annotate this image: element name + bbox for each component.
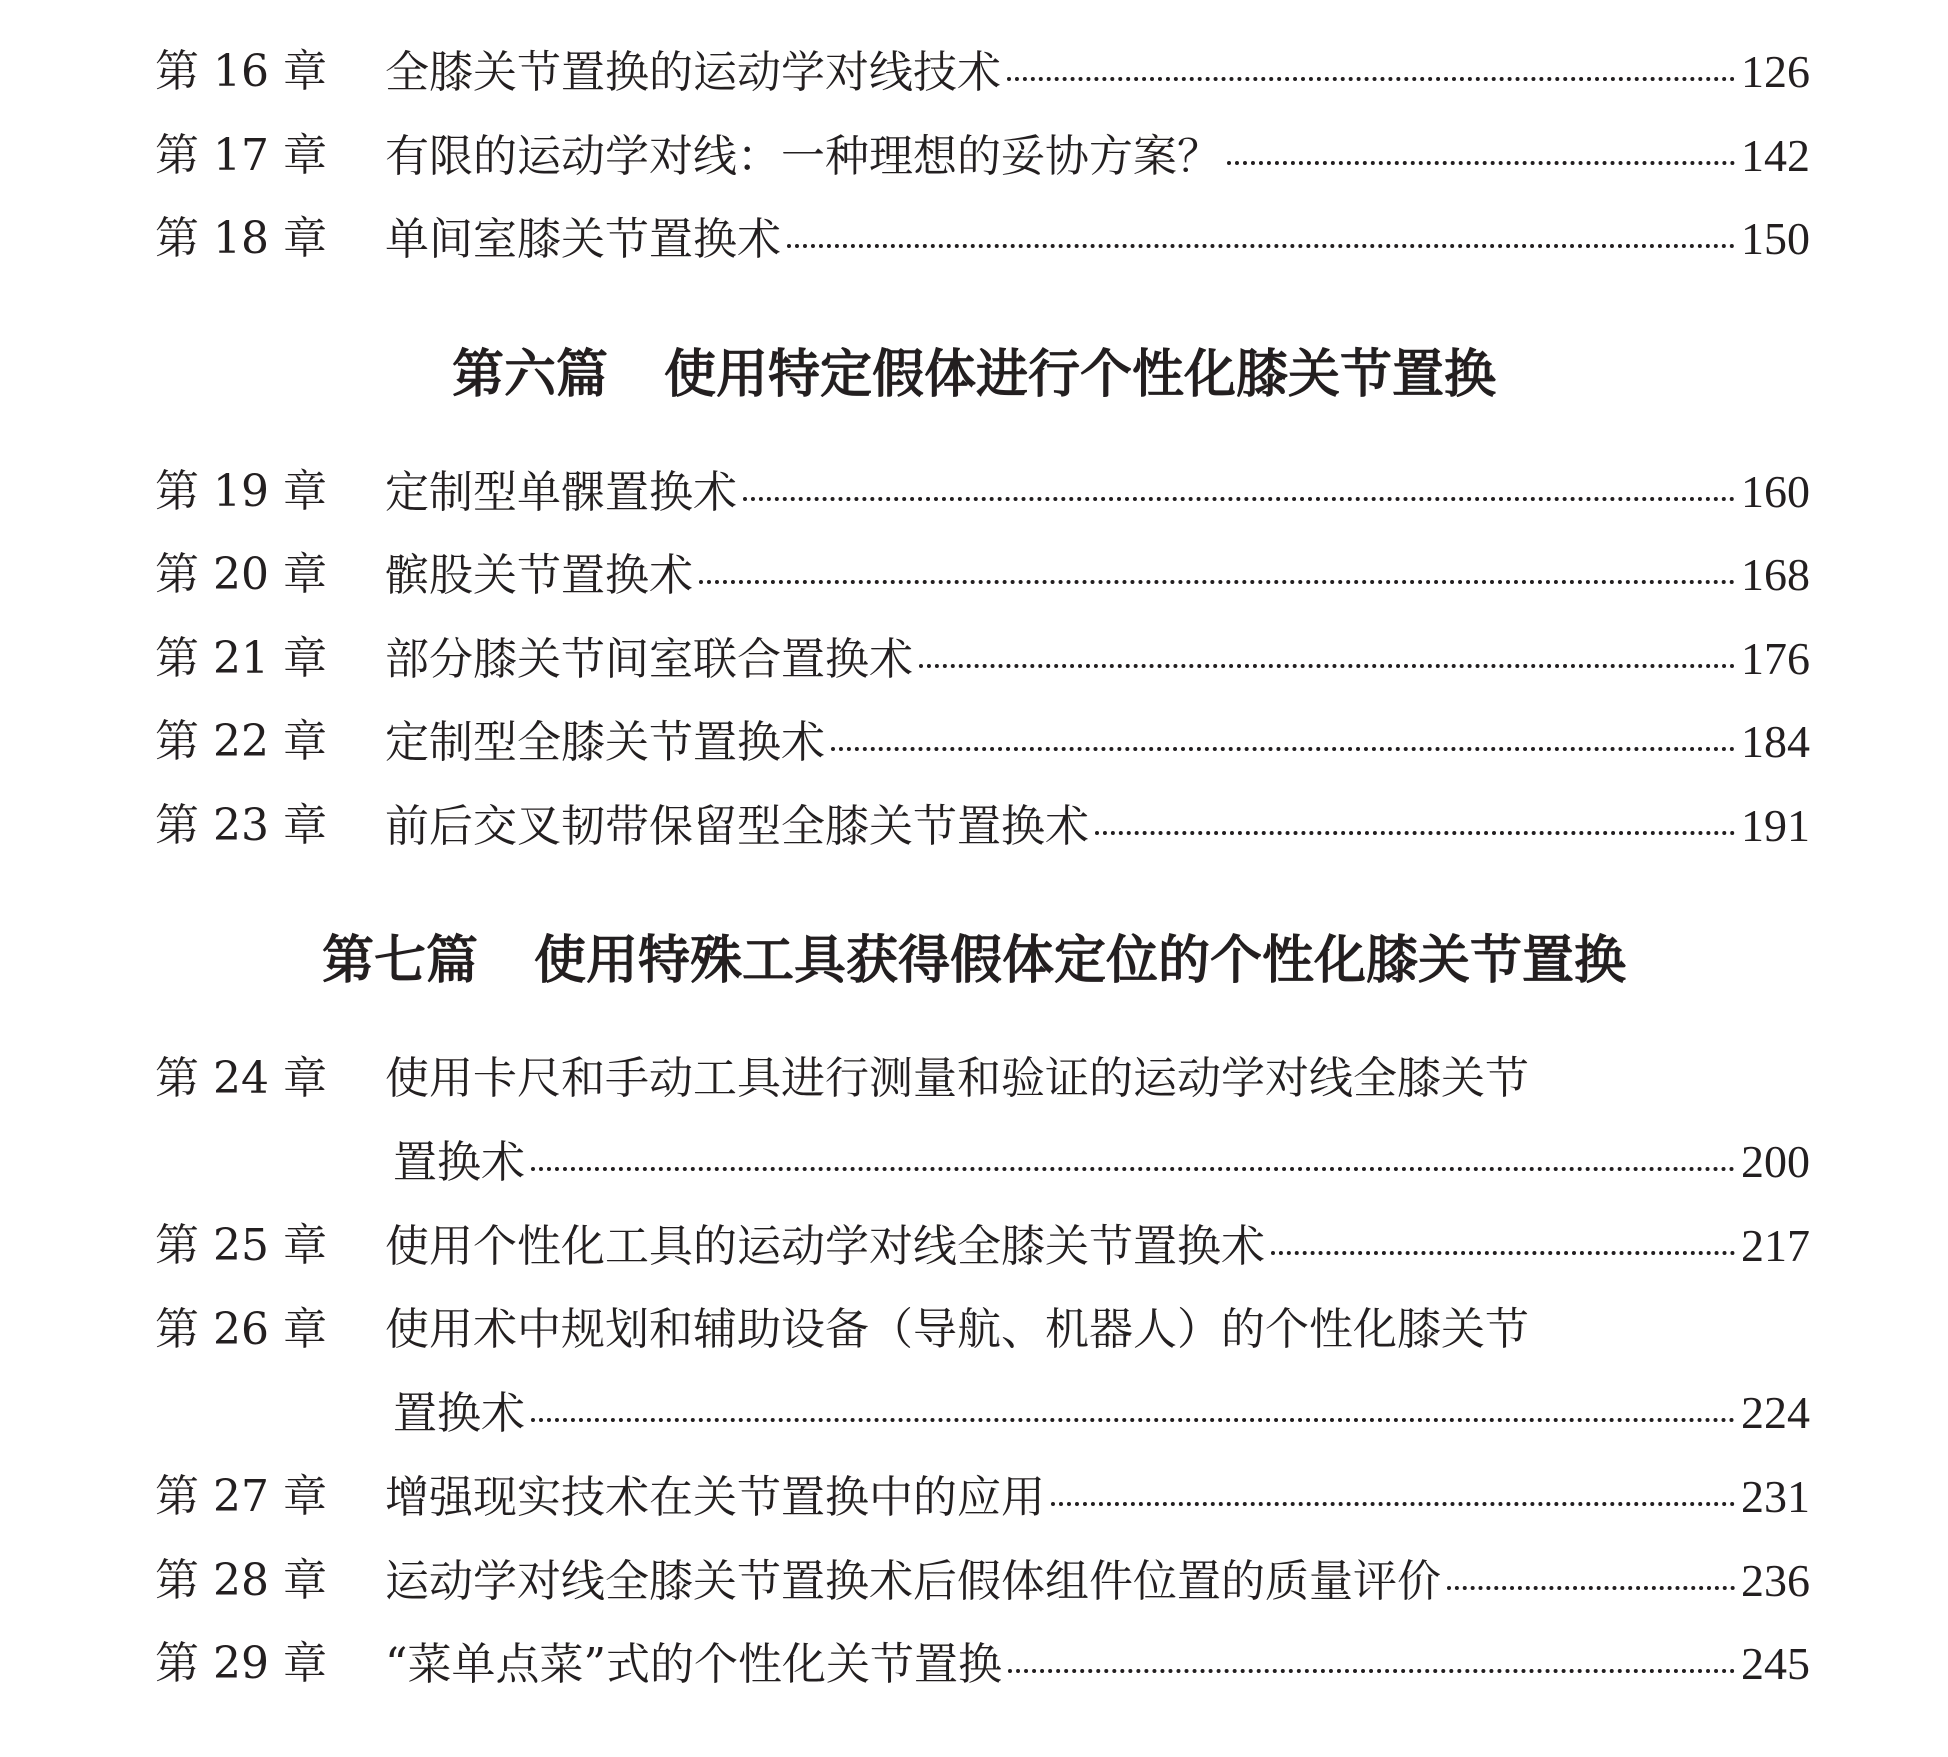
toc-entry-ch23[interactable] xyxy=(155,796,1810,856)
page-number: 245 xyxy=(1741,1638,1810,1689)
part-number: 第七篇 xyxy=(321,931,478,991)
page-number: 217 xyxy=(1741,1220,1810,1271)
dot-leader xyxy=(1051,1502,1735,1506)
toc-entry-ch18[interactable] xyxy=(155,209,1810,269)
page-number: 184 xyxy=(1741,716,1810,767)
chapter-title: 部分膝关节间室联合置换术 xyxy=(385,634,913,685)
chapter-label: 第 19 章 xyxy=(155,466,327,517)
chapter-label: 第 20 章 xyxy=(155,549,327,600)
toc-entry-ch22[interactable] xyxy=(155,712,1810,772)
page-number: 200 xyxy=(1741,1136,1810,1187)
dot-leader xyxy=(919,664,1735,668)
chapter-label: 第 22 章 xyxy=(155,716,327,767)
dot-leader xyxy=(1008,1669,1735,1673)
page-number: 160 xyxy=(1741,466,1810,517)
page-number: 176 xyxy=(1741,633,1810,684)
chapter-label: 第 29 章 xyxy=(155,1638,327,1689)
toc-entry-ch29[interactable] xyxy=(155,1634,1810,1694)
toc-entry-ch21[interactable] xyxy=(155,629,1810,689)
toc-entry-ch25[interactable] xyxy=(155,1216,1810,1276)
dot-leader xyxy=(831,747,1735,751)
page-number: 231 xyxy=(1741,1471,1810,1522)
part-number: 第六篇 xyxy=(451,345,608,405)
chapter-title: 定制型全膝关节置换术 xyxy=(385,717,825,768)
chapter-label: 第 27 章 xyxy=(155,1471,327,1522)
page-number: 150 xyxy=(1741,213,1810,264)
page-number: 142 xyxy=(1741,130,1810,181)
chapter-label: 第 25 章 xyxy=(155,1220,327,1271)
part-heading-seven xyxy=(0,926,1948,996)
chapter-title: 髌股关节置换术 xyxy=(385,550,693,601)
page-number: 168 xyxy=(1741,549,1810,600)
chapter-label: 第 28 章 xyxy=(155,1555,327,1606)
toc-entry-ch16[interactable] xyxy=(155,42,1810,102)
chapter-label: 第 18 章 xyxy=(155,213,327,264)
toc-entry-ch24[interactable] xyxy=(155,1049,1810,1109)
dot-leader xyxy=(743,497,1735,501)
dot-leader xyxy=(1095,831,1735,835)
page-number: 126 xyxy=(1741,46,1810,97)
dot-leader xyxy=(1227,161,1735,165)
toc-entry-ch28[interactable] xyxy=(155,1551,1810,1611)
dot-leader xyxy=(787,244,1735,248)
part-title: 使用特殊工具获得假体定位的个性化膝关节置换 xyxy=(534,931,1627,991)
dot-leader xyxy=(531,1167,1735,1171)
part-heading-six xyxy=(0,340,1948,410)
chapter-title: “菜单点菜”式的个性化关节置换 xyxy=(385,1639,1002,1690)
chapter-title: 运动学对线全膝关节置换术后假体组件位置的质量评价 xyxy=(385,1556,1441,1607)
dot-leader xyxy=(1007,77,1735,81)
chapter-title: 有限的运动学对线：一种理想的妥协方案？ xyxy=(385,131,1221,182)
toc-entry-ch27[interactable] xyxy=(155,1467,1810,1527)
toc-entry-ch19[interactable] xyxy=(155,462,1810,522)
chapter-title: 定制型单髁置换术 xyxy=(385,467,737,518)
toc-entry-ch20[interactable] xyxy=(155,545,1810,605)
toc-entry-ch17[interactable] xyxy=(155,126,1810,186)
chapter-title: 使用术中规划和辅助设备（导航、机器人）的个性化膝关节 xyxy=(385,1304,1529,1355)
chapter-title: 单间室膝关节置换术 xyxy=(385,214,781,265)
chapter-label: 第 26 章 xyxy=(155,1304,327,1355)
chapter-label: 第 23 章 xyxy=(155,800,327,851)
chapter-label: 第 21 章 xyxy=(155,633,327,684)
page-number: 236 xyxy=(1741,1555,1810,1606)
chapter-title: 使用个性化工具的运动学对线全膝关节置换术 xyxy=(385,1221,1265,1272)
chapter-title-continued: 置换术 xyxy=(393,1137,525,1188)
chapter-title: 增强现实技术在关节置换中的应用 xyxy=(385,1472,1045,1523)
page-number: 224 xyxy=(1741,1387,1810,1438)
dot-leader xyxy=(1271,1251,1735,1255)
chapter-title: 使用卡尺和手动工具进行测量和验证的运动学对线全膝关节 xyxy=(385,1053,1529,1104)
chapter-label: 第 24 章 xyxy=(155,1053,327,1104)
chapter-title: 全膝关节置换的运动学对线技术 xyxy=(385,47,1001,98)
chapter-title: 前后交叉韧带保留型全膝关节置换术 xyxy=(385,801,1089,852)
part-title: 使用特定假体进行个性化膝关节置换 xyxy=(664,345,1497,405)
dot-leader xyxy=(1447,1586,1735,1590)
page-number: 191 xyxy=(1741,800,1810,851)
chapter-label: 第 16 章 xyxy=(155,46,327,97)
chapter-label: 第 17 章 xyxy=(155,130,327,181)
toc-entry-ch26-cont[interactable] xyxy=(155,1383,1810,1443)
dot-leader xyxy=(699,580,1735,584)
dot-leader xyxy=(531,1418,1735,1422)
toc-entry-ch26[interactable] xyxy=(155,1300,1810,1360)
chapter-title-continued: 置换术 xyxy=(393,1388,525,1439)
toc-entry-ch24-cont[interactable] xyxy=(155,1132,1810,1192)
